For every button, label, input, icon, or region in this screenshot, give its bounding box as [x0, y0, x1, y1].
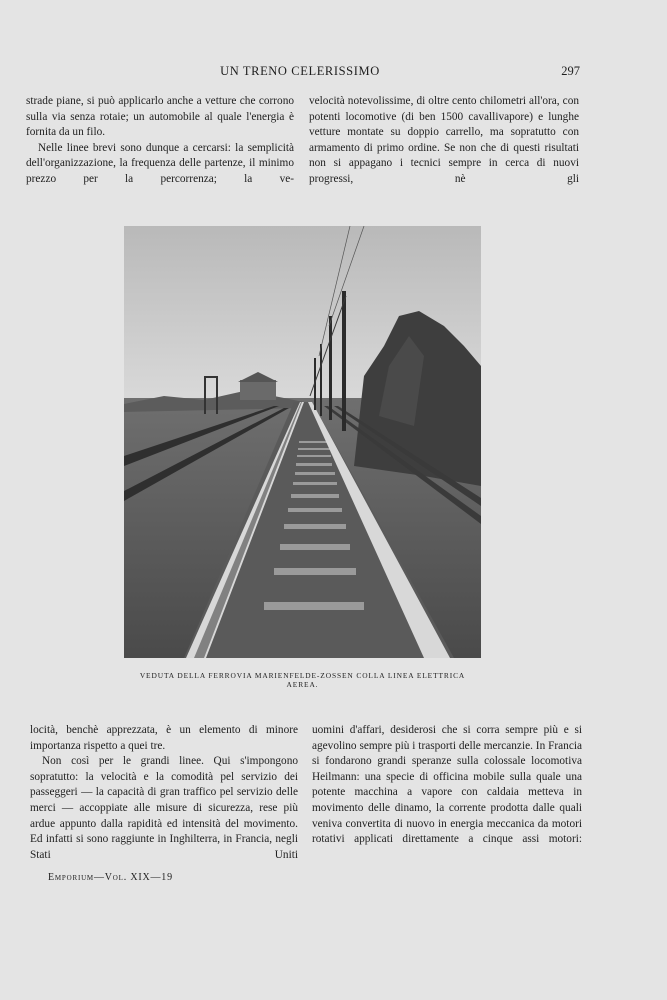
figure-caption: VEDUTA DELLA FERROVIA MARIENFELDE-ZOSSEN COLLA LINEA ELETTRICA AEREA. — [139, 671, 466, 689]
paragraph: strade piane, si può applicarlo anche a vetture che corrono sulla via senza rotaie; un automobile al quale l'energia è fornita da un filo. — [26, 95, 294, 139]
paragraph: velocità notevolissime, di oltre cento chilometri all'ora, con potenti locomotive (di ben 1500 cavallivapore) e lunghe vetture montate su doppio carrello, ma sopratutto con armamento di primo ordine. Se non che di questi risultati non si appagano i tecnici sempre in cerca di nuovi progressi, nè gli — [309, 95, 579, 185]
paragraph: locità, benchè apprezzata, è un elemento di minore importanza rispetto a quei tre. — [30, 724, 298, 752]
text-column-bottom-right — [312, 723, 582, 848]
paragraph: Nelle linee brevi sono dunque a cercarsi: la semplicità dell'organizzazione, la frequenza delle partenze, il minimo prezzo per la percorrenza; la ve- — [26, 141, 294, 185]
running-header: UN TRENO CELERISSIMO — [220, 64, 380, 78]
paragraph: uomini d'affari, desiderosi che si corra sempre più e si agevolino sempre più i trasporti delle mercanzie. In Francia si fondarono grandi speranze sulla colossale locomotiva Heilmann: una specie di officina mobile sulla quale una potente macchina a vapore con caldaia metteva in movimento delle dinamo, la corrente prodotta dalle quali veniva convertita di nuovo in energia meccanica da motori rotativi applicati direttamente a cinque assi motori: — [312, 724, 582, 846]
railway-photograph — [124, 226, 481, 658]
paragraph: Non così per le grandi linee. Qui s'impongono sopratutto: la velocità e la comodità pel servizio dei passeggeri — la capacità di gran traffico pel servizio delle merci — accoppiate alle misure di sicurezza, rese più ardue appunto dalla rapidità ed intensità del movimento. Ed infatti si sono raggiunte in Inghilterra, in Francia, negli Stati Uniti — [30, 755, 298, 861]
text-column-top-right — [309, 94, 579, 188]
text-column-bottom-left — [30, 723, 298, 863]
page-footer: Emporium—Vol. XIX—19 — [48, 872, 173, 883]
railway-photo-illustration — [124, 226, 481, 658]
page-number: 297 — [561, 64, 580, 78]
text-column-top-left — [26, 94, 294, 188]
